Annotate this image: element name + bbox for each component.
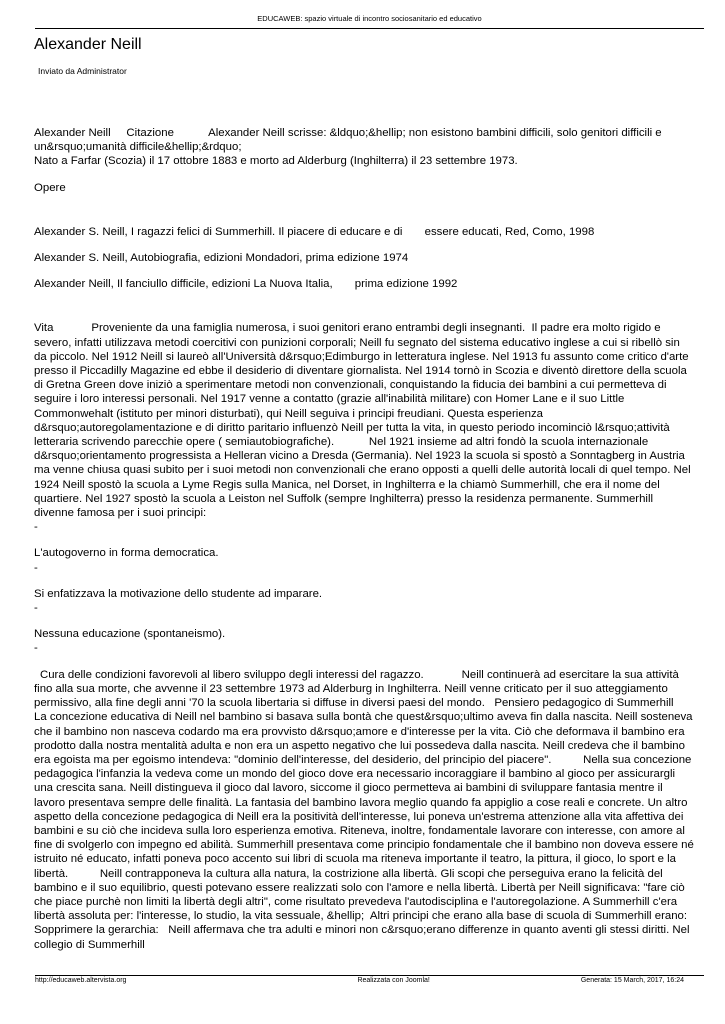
header-divider bbox=[35, 28, 704, 29]
life-paragraph: Vita Proveniente da una famiglia numerosa, i suoi genitori erano entrambi degli insegnanti. Il padre era molto rigido e severo, infatti utilizzava metodi coercitivi con punizioni corporali; Neill fu segnato del sistema educativo inglese a cui si ribellò sin da piccolo. Nel 1912 Neill si laureò all'Università d&rsquo;Edimburgo in letteratura inglese. Nel 1913 fu assunto come critico d'arte presso il Piccadilly Magazine ed ebbe il desiderio di diventare giornalista. Nel 1914 tornò in Scozia e diventò direttore della scuola di Gretna Green dove iniziò a sperimentare metodi non convenzionali, conquistando la fiducia dei bambini a cui permetteva di seguire i loro interessi personali. Nel 1917 venne a contatto (grazie all'inabilità militare) con Homer Lane e il suo Little Commonwehalt (istituto per minori disturbati), qui Neill seguiva i principi freudiani. Questa esperienza d&rsquo;autoregolamentazione e di diritto paritario influenzò Neill per tutta la vita, in questo periodo incominciò l&rsquo;attività letteraria scrivendo parecchie opere ( semiautobiografiche). Nel 1921 insieme ad altri fondò la scuola internazionale d&rsquo;orientamento progressista a Helleran vicino a Dresda (Germania). Nel 1923 la scuola si spostò a Sonntagberg in Austria ma venne chiusa quasi subito per i suoi metodi non convenzionali che erano opposti a quelli delle autorità locali di quel tempo. Nel 1924 Neill spostò la scuola a Lyme Regis sulla Manica, nel Dorset, in Inghilterra e la chiamò Summerhill, che era il nome del quartiere. Nel 1927 spostò la scuola a Leiston nel Suffolk (sempre Inghilterra) presso la residenza permanente. Summerhill divenne famosa per i suoi principi: bbox=[34, 322, 694, 520]
footer-url: http://educaweb.altervista.org bbox=[35, 977, 127, 984]
works-item: Alexander S. Neill, Autobiografia, edizioni Mondadori, prima edizione 1974 bbox=[34, 252, 409, 265]
works-heading: Opere bbox=[34, 181, 66, 194]
page-footer bbox=[35, 977, 704, 984]
list-dash: - bbox=[34, 602, 38, 615]
principle-item: L'autogoverno in forma democratica. bbox=[34, 547, 219, 560]
footer-divider bbox=[35, 975, 704, 976]
works-item: Alexander S. Neill, I ragazzi felici di Summerhill. Il piacere di educare e di essere educati, Red, Como, 1998 bbox=[34, 225, 595, 238]
intro-quote: Alexander Neill Citazione Alexander Neill scrisse: &ldquo;&hellip; non esistono bambini difficili, solo genitori difficili e un&rsquo;umanità difficile&hellip;&rdquo; bbox=[34, 127, 665, 154]
principle-item: Si enfatizzava la motivazione dello studente ad imparare. bbox=[34, 587, 323, 600]
site-header: EDUCAWEB: spazio virtuale di incontro sociosanitario ed educativo bbox=[257, 14, 482, 23]
footer-credit: Realizzata con Joomla! bbox=[357, 977, 430, 984]
principle-item: Nessuna educazione (spontaneismo). bbox=[34, 628, 226, 641]
article-body bbox=[34, 126, 712, 952]
article-title: Alexander Neill bbox=[34, 36, 142, 53]
intro-birth-death: Nato a Farfar (Scozia) il 17 ottobre 1883 e morto ad Alderburg (Inghilterra) il 23 settembre 1973. bbox=[34, 155, 518, 168]
list-dash: - bbox=[34, 642, 38, 655]
list-dash: - bbox=[34, 521, 38, 534]
closing-paragraph: Cura delle condizioni favorevoli al libero sviluppo degli interessi del ragazzo. Neill continuerà ad esercitare la sua attività fino alla sua morte, che avvenne il 23 settembre 1973 ad Alderburg in Inghilterra. Neill venne criticato per il suo atteggiamento permissivo, alla fine degli anni '70 la scuola libertaria si diffuse in diversi paesi del mondo. Pensiero pedagogico di Summerhill La concezione educativa di Neill nel bambino si basava sulla bontà che quest&rsquo;ultimo aveva fin dalla nascita. Neill sosteneva che il bambino non nasceva codardo ma era provvisto d&rsquo;amore e d'interesse per la vita. Ciò che deformava il bambino era prodotto dalla nostra mentalità adulta e non era un aspetto negativo che lui possedeva dalla nascita. Neill credeva che il bambino era egoista ma per egoismo intendeva: "dominio dell'interesse, del desiderio, del principio del piacere". Nella sua concezione pedagogica l'infanzia la vedeva come un mondo del gioco dove era necessario incoraggiare il bambino al gioco per assicurargli una crescita sana. Neill distingueva il gioco dal lavoro, siccome il gioco permetteva ai bambini di sviluppare fantasia mentre il lavoro presentava sempre delle finalità. La fantasia del bambino lavora meglio quando fa appiglio a cose reali e concrete. Un altro aspetto della concezione pedagogica di Neill era la positività dell'interesse, lui poneva un'estrema attenzione alla vita affettiva dei bambini e su ciò che incideva sulla loro esperienza emotiva. Riteneva, inoltre, fondamentale lavorare con interesse, con amore al fine di svolgerlo con impegno ed abilità. Summerhill presentava come principio fondamentale che il bambino non doveva essere né istruito né educato, infatti poneva poco accento sui libri di scuola ma riteneva importante il teatro, la pittura, il gioco, lo sport e la libertà. Neill contrapponeva la cultura alla natura, la costrizione alla libertà. Gli scopi che perseguiva erano la felicità del bambino e il suo equilibrio, questi potevano essere realizzati solo con l'amore e nella libertà. Libertà per Neill significava: "fare ciò che piace purchè non limiti la libertà degli altri", come risultato prevedeva l'autodisciplina e l'autoregolazione. A Summerhill c'era libertà assoluta per: l'interesse, lo studio, la vita sessuale, &hellip; Altri principi che erano alla base di scuola di Summerhill erano: Sopprimere la gerarchia: Neill affermava che tra adulti e minori non c&rsquo;erano differenze in quanto aventi gli stessi diritti. Nel collegio di Summerhill bbox=[34, 668, 712, 951]
list-dash: - bbox=[34, 561, 38, 574]
works-item: Alexander Neill, Il fanciullo difficile, edizioni La Nuova Italia, prima edizione 1992 bbox=[34, 278, 458, 291]
article-byline: Inviato da Administrator bbox=[38, 66, 127, 76]
footer-generated: Generata: 15 March, 2017, 16:24 bbox=[580, 977, 684, 984]
